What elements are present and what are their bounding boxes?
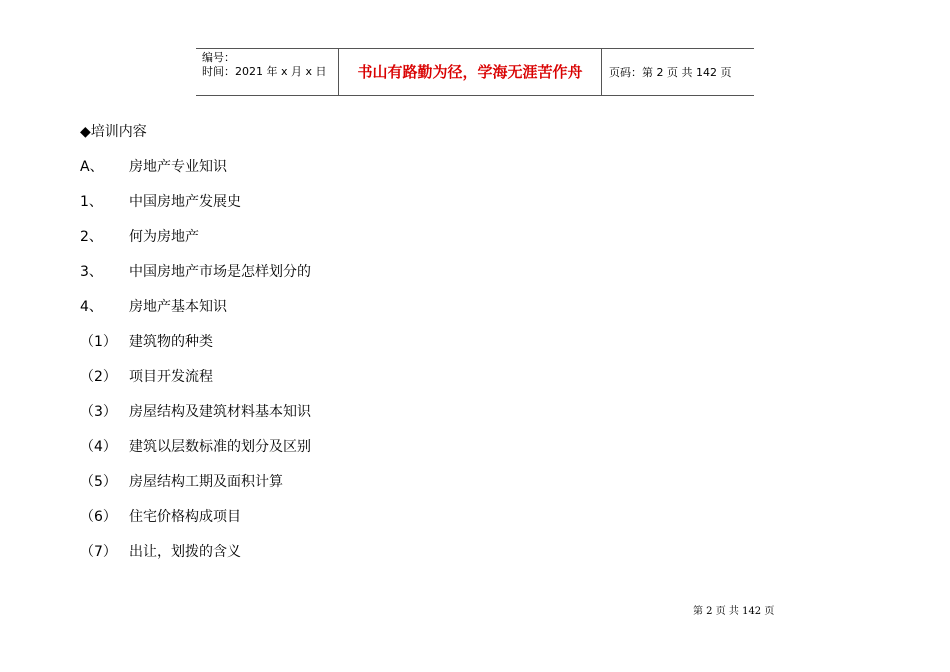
list-item	[80, 436, 680, 458]
item-number: （4）	[80, 439, 117, 455]
item-text: 中国房地产发展史	[129, 194, 241, 210]
item-text: 房地产专业知识	[129, 159, 227, 175]
item-number: 3、	[80, 264, 103, 280]
item-text: 出让，划拨的含义	[129, 544, 241, 560]
header-divider	[601, 49, 602, 96]
list-item	[80, 471, 680, 493]
item-text: 建筑物的种类	[129, 334, 213, 350]
list-item	[80, 366, 680, 388]
item-number: （1）	[80, 334, 117, 350]
item-number: A、	[80, 159, 104, 175]
header-motto: 书山有路勤为径，学海无涯苦作舟	[357, 63, 583, 81]
list-item	[80, 156, 680, 178]
header-page-code: 页码：第 2 页 共 142 页	[609, 66, 732, 79]
page-header	[196, 48, 754, 96]
item-text: 房屋结构及建筑材料基本知识	[129, 404, 311, 420]
item-number: （3）	[80, 404, 117, 420]
date-label: 时间：2021 年 x 月 x 日	[202, 65, 327, 78]
item-text: 住宅价格构成项目	[129, 509, 241, 525]
item-text: 房地产基本知识	[129, 299, 227, 315]
list-item	[80, 296, 680, 318]
page-footer: 第 2 页 共 142 页	[693, 606, 775, 617]
item-text: 项目开发流程	[129, 369, 213, 385]
item-number: 4、	[80, 299, 103, 315]
item-text: 建筑以层数标准的划分及区别	[129, 439, 311, 455]
item-number: （6）	[80, 509, 117, 525]
list-item	[80, 261, 680, 283]
item-number: （2）	[80, 369, 117, 385]
serial-number-label: 编号：	[202, 51, 235, 64]
item-text: 中国房地产市场是怎样划分的	[129, 264, 311, 280]
header-meta	[202, 51, 327, 79]
list-item	[80, 541, 680, 563]
list-item	[80, 191, 680, 213]
list-item	[80, 401, 680, 423]
item-number: 2、	[80, 229, 103, 245]
item-number: （7）	[80, 544, 117, 560]
item-number: 1、	[80, 194, 103, 210]
document-body	[80, 121, 680, 576]
item-text: 房屋结构工期及面积计算	[129, 474, 283, 490]
list-item	[80, 506, 680, 528]
list-item	[80, 331, 680, 353]
section-title: ◆培训内容	[80, 124, 147, 140]
item-text: 何为房地产	[129, 229, 199, 245]
list-item	[80, 226, 680, 248]
item-number: （5）	[80, 474, 117, 490]
